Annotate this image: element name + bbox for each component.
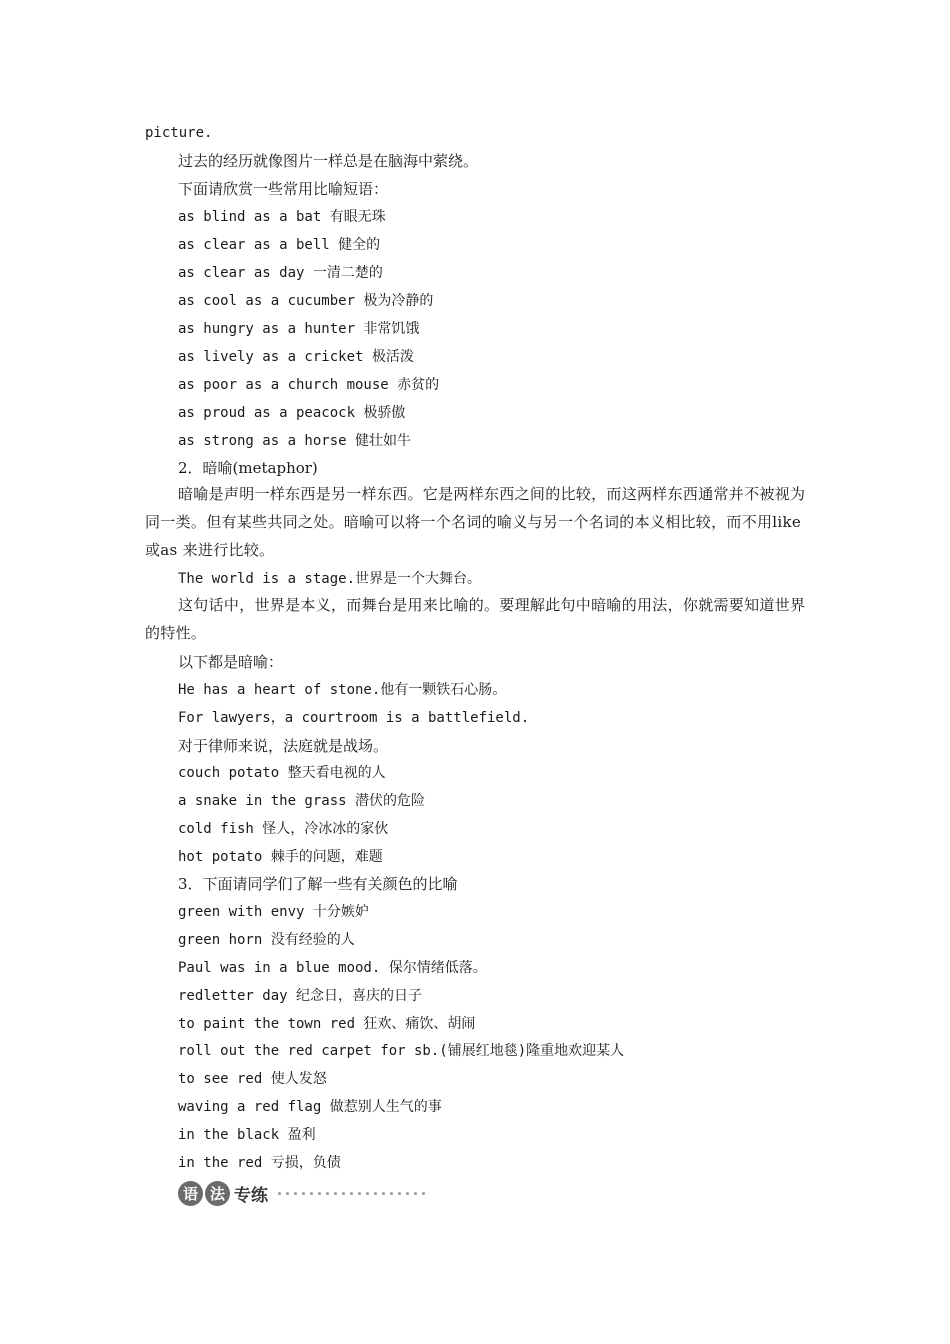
color-item: in the red 亏损，负债	[178, 1155, 341, 1171]
color-item: roll out the red carpet for sb.(铺展红地毯)隆重地欢迎某人	[178, 1043, 625, 1059]
text-line: 以下都是暗喻：	[178, 653, 284, 671]
simile-item: as cool as a cucumber 极为冷静的	[178, 293, 434, 309]
text-line: 过去的经历就像图片一样总是在脑海中萦绕。	[178, 152, 479, 170]
color-item: to paint the town red 狂欢、痛饮、胡闹	[178, 1016, 476, 1032]
section-heading-color: 3．下面请同学们了解一些有关颜色的比喻	[178, 875, 458, 893]
dotted-rule	[278, 1192, 430, 1195]
text-line: 下面请欣赏一些常用比喻短语：	[178, 180, 389, 198]
simile-item: as poor as a church mouse 赤贫的	[178, 377, 440, 393]
simile-item: as clear as a bell 健全的	[178, 237, 381, 253]
explain-paragraph: 这句话中，世界是本义，而舞台是用来比喻的。要理解此句中暗喻的用法，你就需要知道世界的特性。	[145, 596, 806, 642]
metaphor-item: hot potato 棘手的问题，难题	[178, 849, 383, 865]
metaphor-item: a snake in the grass 潜伏的危险	[178, 793, 426, 809]
color-item: in the black 盈利	[178, 1127, 316, 1143]
metaphor-item: couch potato 整天看电视的人	[178, 765, 386, 781]
color-item: waving a red flag 做惹别人生气的事	[178, 1099, 442, 1115]
heading-text: 专练	[234, 1185, 268, 1206]
metaphor-item: He has a heart of stone.他有一颗铁石心肠。	[178, 682, 507, 698]
color-item: Paul was in a blue mood. 保尔情绪低落。	[178, 960, 487, 976]
color-item: green horn 没有经验的人	[178, 932, 355, 948]
metaphor-paragraph: 暗喻是声明一样东西是另一样东西。它是两样东西之间的比较，而这两样东西通常并不被视为同一类。但有某些共同之处。暗喻可以将一个名词的喻义与另一个名词的本义相比较，而不用like或as 来进行比较。	[145, 485, 806, 559]
metaphor-item: cold fish 怪人，冷冰冰的家伙	[178, 821, 389, 837]
simile-item: as strong as a horse 健壮如牛	[178, 433, 412, 449]
simile-item: as proud as a peacock 极骄傲	[178, 405, 406, 421]
simile-item: as blind as a bat 有眼无珠	[178, 209, 386, 225]
simile-item: as hungry as a hunter 非常饥饿	[178, 321, 420, 337]
text-line: picture.	[145, 125, 213, 141]
color-item: redletter day 纪念日，喜庆的日子	[178, 988, 423, 1004]
simile-item: as clear as day 一清二楚的	[178, 265, 383, 281]
heading-badge-2: 法	[205, 1181, 230, 1206]
example-line: The world is a stage.世界是一个大舞台。	[178, 571, 482, 587]
color-item: to see red 使人发怒	[178, 1071, 327, 1087]
heading-badge-1: 语	[178, 1181, 203, 1206]
metaphor-item: 对于律师来说，法庭就是战场。	[178, 737, 389, 755]
simile-item: as lively as a cricket 极活泼	[178, 349, 414, 365]
grammar-practice-heading	[178, 1180, 430, 1206]
metaphor-item: For lawyers，a courtroom is a battlefield.	[178, 710, 530, 726]
section-heading-metaphor: 2．暗喻(metaphor)	[178, 459, 318, 477]
color-item: green with envy 十分嫉妒	[178, 904, 369, 920]
